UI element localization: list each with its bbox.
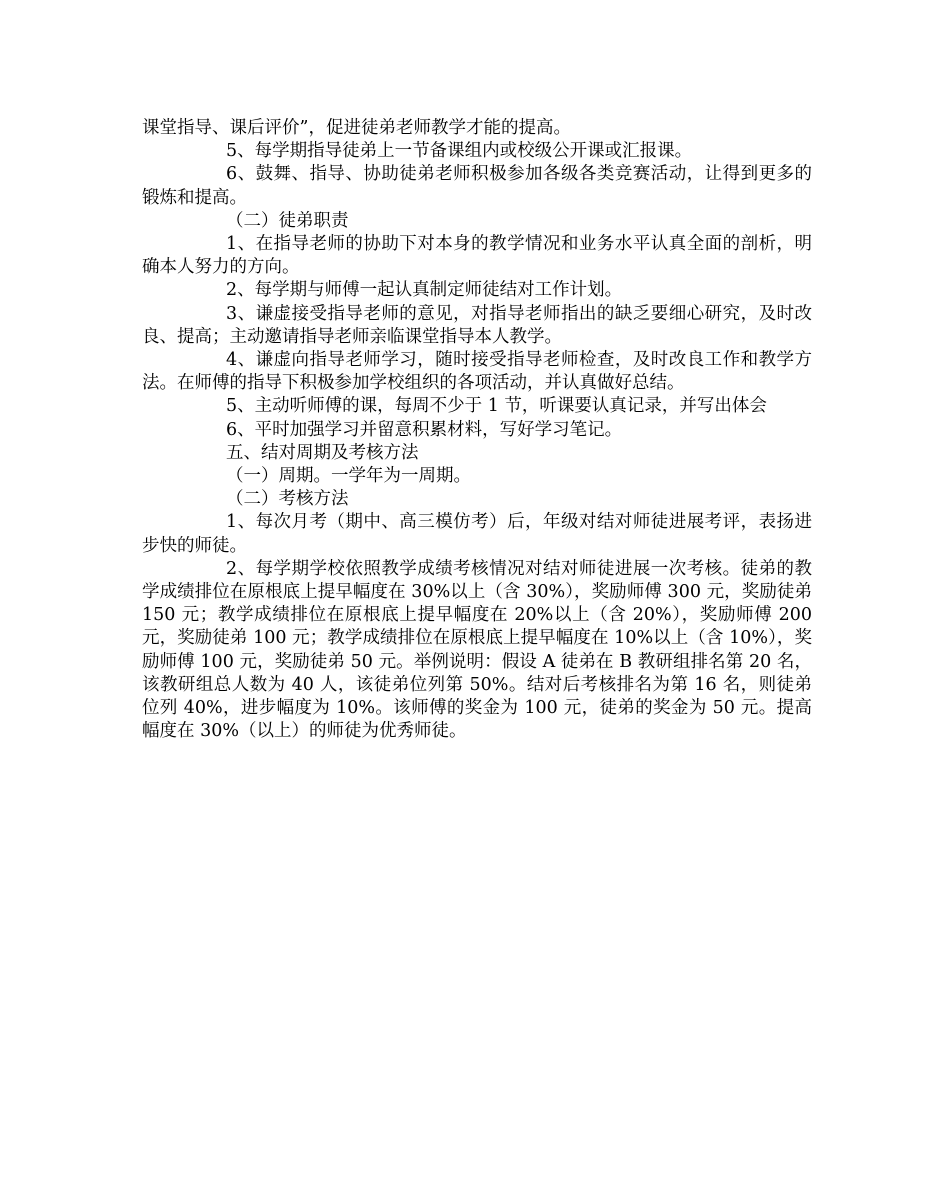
paragraph-assessment-2: 2、每学期学校依照教学成绩考核情况对结对师徒进展一次考核。徒弟的教学成绩排位在原根底上提早幅度在 30%以上（含 30%），奖励师傅 300 元，奖励徒弟 150 元；教学成绩排位在原根底上提早幅度在 20%以上（含 20%），奖励师傅 200 元，奖励徒弟 100 元；教学成绩排位在原根底上提早幅度在 10%以上（含 10%），奖励师傅 100 元，奖励徒弟 50 元。举例说明：假设 A 徒弟在 B 教研组排名第 20 名，该教研组总人数为 40 人，该徒弟位列第 50%。结对后考核排名为第 16 名，则徒弟位列 40%，进步幅度为 10%。该师傅的奖金为 100 元，徒弟的奖金为 50 元。提高幅度在 30%（以上）的师徒为优秀师徒。: [142, 558, 812, 742]
paragraph-mentor-duty-5: 5、每学期指导徒弟上一节备课组内或校级公开课或汇报课。: [226, 141, 693, 162]
paragraph-apprentice-duty-6: 6、平时加强学习并留意积累材料，写好学习笔记。: [226, 419, 623, 440]
paragraph-mentor-duty-6: 6、鼓舞、指导、协助徒弟老师积极参加各级各类竞赛活动，让得到更多的锻炼和提高。: [142, 164, 812, 208]
paragraph-apprentice-duty-4: 4、谦虚向指导老师学习，随时接受指导老师检查，及时改良工作和教学方法。在师傅的指导下积极参加学校组织的各项活动，并认真做好总结。: [142, 350, 812, 394]
paragraph-apprentice-duty-3: 3、谦虚接受指导老师的意见，对指导老师指出的缺乏要细心研究，及时改良、提高；主动邀请指导老师亲临课堂指导本人教学。: [142, 303, 812, 347]
section-heading-cycle-and-assessment: 五、结对周期及考核方法: [226, 442, 419, 463]
paragraph-continuation: 课堂指导、课后评价”，促进徒弟老师教学才能的提高。: [142, 118, 571, 138]
paragraph-apprentice-duty-2: 2、每学期与师傅一起认真制定师徒结对工作计划。: [226, 280, 623, 301]
section-heading-apprentice-duties: （二）徒弟职责: [226, 210, 349, 231]
paragraph-assessment-1: 1、每次月考（期中、高三模仿考）后，年级对结对师徒进展考评，表扬进步快的师徒。: [142, 512, 812, 556]
paragraph-apprentice-duty-1: 1、在指导老师的协助下对本身的教学情况和业务水平认真全面的剖析，明确本人努力的方向。: [142, 234, 812, 278]
paragraph-apprentice-duty-5: 5、主动听师傅的课，每周不少于 1 节，听课要认真记录，并写出体会: [226, 396, 767, 417]
subsection-cycle: （一）周期。一学年为一周期。: [226, 466, 471, 487]
document-page: [142, 117, 812, 743]
subsection-assessment-method: （二）考核方法: [226, 489, 349, 510]
